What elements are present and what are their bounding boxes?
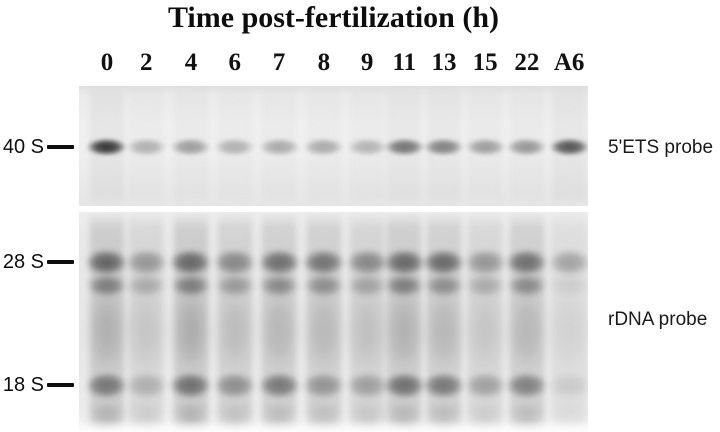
marker-tick-18S — [47, 383, 74, 387]
band-18S — [213, 372, 256, 399]
lane-label-8: 8 — [317, 49, 331, 76]
band-mid-smear — [426, 288, 462, 373]
band-28S — [258, 249, 301, 276]
lane-label-13: 13 — [431, 49, 457, 76]
band-mid-smear — [173, 288, 209, 373]
band-28S — [505, 249, 548, 276]
band-mid-smear — [306, 288, 342, 373]
band-18S — [302, 372, 345, 399]
band-28S — [125, 249, 168, 276]
band-18S — [85, 372, 128, 399]
band-40S — [465, 138, 506, 156]
lane-label-A6: A6 — [553, 49, 585, 76]
figure-title: Time post-fertilization (h) — [167, 1, 500, 34]
band-40S — [259, 138, 300, 156]
band-18S — [258, 372, 301, 399]
probe-label-rdna: rDNA probe — [608, 309, 708, 330]
band-28S — [422, 249, 465, 276]
band-28S — [464, 249, 507, 276]
band-18S — [548, 372, 588, 399]
marker-tick-40S — [47, 145, 74, 149]
lane-label-15: 15 — [472, 49, 498, 76]
band-28S — [383, 249, 426, 276]
band-18S — [505, 372, 548, 399]
band-mid-smear — [349, 288, 385, 373]
lane-label-9: 9 — [360, 49, 374, 76]
band-18S — [464, 372, 507, 399]
lane-label-4: 4 — [184, 49, 198, 76]
blot-panel-5ets — [79, 86, 588, 206]
lane-label-7: 7 — [272, 49, 286, 76]
band-28S — [548, 249, 588, 276]
probe-label-5ets: 5'ETS probe — [608, 137, 714, 158]
marker-label-40S: 40 S — [2, 135, 44, 158]
band-18S — [383, 372, 426, 399]
band-40S — [303, 138, 344, 156]
marker-tick-28S — [47, 260, 74, 264]
band-40S — [384, 138, 425, 156]
band-40S — [506, 138, 547, 156]
marker-label-28S: 28 S — [2, 251, 44, 274]
band-28S — [169, 249, 212, 276]
marker-label-18S: 18 S — [2, 374, 44, 397]
band-28S — [213, 249, 256, 276]
lane-label-2: 2 — [139, 49, 153, 76]
panel-bottom-fade — [79, 420, 588, 432]
lane-label-0: 0 — [100, 49, 114, 76]
blot-panel-rdna — [79, 212, 588, 432]
band-28S — [302, 249, 345, 276]
band-mid-smear — [89, 288, 125, 373]
band-40S — [347, 138, 388, 156]
lane-label-22: 22 — [514, 49, 540, 76]
band-28S — [85, 249, 128, 276]
band-40S — [214, 138, 255, 156]
band-18S — [422, 372, 465, 399]
band-mid-smear — [509, 288, 545, 373]
lane-label-11: 11 — [392, 49, 417, 76]
lane-label-6: 6 — [228, 49, 241, 76]
band-40S — [170, 138, 211, 156]
band-mid-smear — [217, 288, 253, 373]
band-mid-smear — [261, 288, 297, 373]
band-18S — [125, 372, 168, 399]
band-40S — [549, 138, 588, 156]
band-40S — [126, 138, 167, 156]
band-18S — [169, 372, 212, 399]
band-40S — [423, 138, 464, 156]
band-40S — [86, 138, 127, 156]
